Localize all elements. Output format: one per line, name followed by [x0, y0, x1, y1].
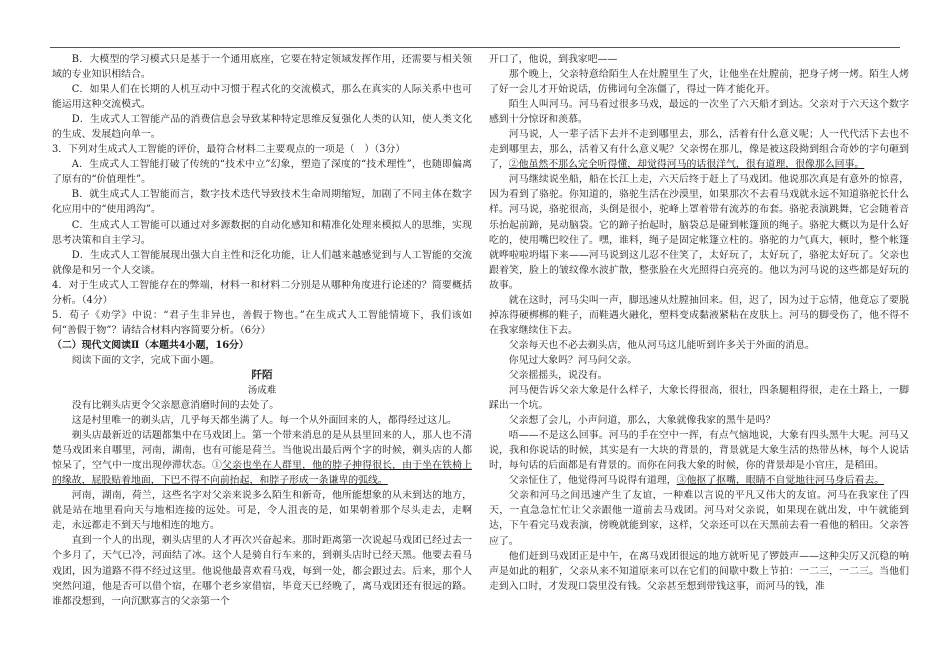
paragraph: [52, 428, 472, 488]
paragraph: [489, 473, 909, 488]
text: 河马说，人一辈子活下去并不走到哪里去，那么，活着有什么意义呢；人一代代活下去也不走到哪里去，那么，活着又有什么意义呢？父亲愣在那儿，像是被这段拗到组合奇妙的字句砸到了，: [489, 129, 909, 171]
paragraph: 父亲想了会儿，小声问道，那么，大象就像我家的黑牛是吗？: [508, 415, 776, 427]
paragraph: 没有比剃头店更令父亲愿意消磨时间的去处了。: [71, 399, 280, 411]
paragraph: 河马便告诉父亲大象是什么样子，大象长得很高，很壮，四条腿粗得很，走在土路上，一脚踩出一个坑。: [489, 385, 909, 412]
q3-option-c: C．生成式人工智能可以通过对多源数据的自动化感知和精准化处理来模拟人的思维，实现思考决策和自主学习。: [52, 219, 472, 246]
paragraph: 唔——不是这么回事。河马的手在空中一挥，有点气恼地说，大象有四头黑牛大呢。河马又说，我和你说话的时候，其实是有一大块的背景的，背景就是大象生活的热带丛林，每个人说话时，每句话的后面都是有背景的。而你在问我大象的时候，你的背景却是小官庄，是稻田。: [489, 430, 909, 472]
paragraph: 开口了，他说，到我家吧——: [489, 54, 618, 65]
story-author: 汤成难: [247, 384, 277, 396]
paragraph: 这是村里唯一的剃头店，几乎每天都坐满了人。每一个从外面回来的人，都得经过这儿。: [71, 415, 457, 427]
underlined-sentence-2: ②他虽然不那么完全听得懂，却觉得河马的话很洋气，很有道理，很像那么回事。: [508, 159, 865, 171]
q3-option-a: A．生成式人工智能打破了传统的“技术中立”幻象，塑造了深度的“技术理性”，也随即偏离了原有的“价值理性”。: [52, 159, 472, 186]
question-4: 4．对于生成式人工智能存在的弊端，材料一和材料二分别是从哪种角度进行论述的？简要概括分析。（4分）: [52, 279, 472, 306]
paragraph: 直到一个人的出现，剃头店里的人才再次兴奋起来。那时距离第一次说起马戏团已经过去一个多月了，天气已冷，河面结了冰。这个人是骑自行车来的，到剃头店时已经天黑。他要去看马戏团，因为道路不得不经过这里。他说他最喜欢看马戏，每到一处，都会跟过去。后来，那个人突然问道，他是否可以借个宿，在哪个老乡家借宿，毕竟天已经晚了，离马戏团还有很远的路。谁都没想到，一向沉默寡言的父亲第一个: [52, 535, 472, 607]
q2-option-c: C．如果人们在长期的人机互动中习惯于程式化的交流模式，那么在真实的人际关系中也可能运用这种交流模式。: [52, 84, 472, 111]
underlined-sentence-3: ③他抠了抠嘴，眼睛不自觉地往河马身后看去。: [676, 475, 885, 487]
q3-option-b: B．就生成式人工智能而言，数字技术迭代导致技术生命周期缩短，加剧了不同主体在数字化应用中的“使用鸿沟”。: [52, 189, 472, 216]
question-3: 3．下列对生成式人工智能的评价，最符合材料二主要观点的一项是（ ）（3分）: [52, 144, 406, 156]
paragraph: 河马继续说坐船，船在长江上走，六天后终于赶上了马戏团。他说那次真是有意外的惊喜，因为看到了骆驼。你知道的，骆驼生活在沙漠里，如果那次不去看马戏就永远不知道骆驼长什么样。河马说，骆驼很高，头倒是很小，驼峰上罩着带有流苏的布套。骆驼表演跳舞，它会随着音乐抬起前蹄，晃动脑袋。它的蹄子抬起时，脑袋总是碰到帐篷顶的绳子。骆驼大概以为是什么好吃的，使用嘴巴咬住了。嘿，谁料，绳子是固定帐篷立柱的。骆驼的力气真大，顿时，整个帐篷就哗啦啦坍塌下来——河马说到这儿忍不住笑了，太好玩了，太好玩了，骆驼太好玩了。父亲也跟着笑，脸上的皱纹像水波扩散，整张脸在火光照得白亮亮的。他以为河马说的这些都是好玩的故事。: [489, 174, 909, 291]
right-column: [489, 52, 909, 594]
top-rule: [50, 47, 900, 48]
paragraph: 父亲每天也不必去剃头店，他从河马这儿能听到许多关于外面的消息。: [508, 339, 815, 351]
left-column: [52, 52, 472, 609]
story-title: 阡陌: [251, 368, 273, 381]
paragraph: 父亲和河马之间迅速产生了友谊，一种难以言说的平凡又伟大的友谊。河马在我家住了四天，一直急急忙忙让父亲跟他一道前去马戏团。河马对父亲说，如果现在就出发，中午就能到达，下午看完马戏表演，傍晚就能到家，这样，父亲还可以在天黑前去看一看他的稻田。父亲答应了。: [489, 490, 909, 547]
paragraph: [489, 127, 909, 172]
paragraph: 他们赶到马戏团正是中午，在离马戏团很远的地方就听见了锣鼓声——这种尖厉又沉稳的响声是如此的粗犷，父亲从来不知道原来可以在它们的间歇中数上节拍：一二三，一二三。当他们走到入口时，才发现口袋里没有钱。父亲甚至想到带钱这事，而河马的钱，准: [489, 550, 909, 592]
section-heading: （二）现代文阅读Ⅱ（本题共4小题，16分）: [52, 339, 249, 351]
q2-option-b: B．大模型的学习模式只是基于一个通用底座，它要在特定领域发挥作用，还需要与相关领域的专业知识相结合。: [52, 54, 472, 81]
paragraph: 那个晚上，父亲特意给陌生人在灶膛里生了火，让他坐在灶膛前，把身子烤一烤。陌生人烤了好一会儿才开始说话，仿佛词句全冻僵了，得过一阵才能化开。: [489, 69, 909, 96]
text: 父亲怔住了，他觉得河马说得有道理，: [508, 475, 677, 487]
paragraph: 陌生人叫河马。河马看过很多马戏，最远的一次坐了六天船才到达。父亲对于六天这个数字感到十分惊讶和羡慕。: [489, 99, 909, 126]
paragraph: 就在这时，河马尖叫一声，脚迅速从灶膛抽回来。但，迟了，因为过于忘情，他竟忘了要脱掉冻得硬梆梆的鞋子，而鞋遇火融化，塑料变成黏液紧粘在皮肤上。河马的脚受伤了，他不得不在我家继续住下去。: [489, 294, 909, 336]
q2-option-d: D．生成式人工智能产品的消费信息会导致某种特定思维反复强化人类的认知，使人类文化的生成、发展趋向单一。: [52, 114, 472, 141]
instruction: 阅读下面的文字，完成下面小题。: [71, 354, 220, 366]
text: 剃头店最新近的话题都集中在马戏团上。第一个带来消息的是从县里回来的人，那人也不清楚马戏团来自哪里，河南，湖南，也有可能是荷兰。当他说出最后两个字的时候，剃头店的人都惊呆了，空气中一度出现停滞状态。①: [52, 430, 472, 472]
paragraph: 你见过大象吗？河马问父亲。: [508, 354, 638, 366]
q3-option-d: D．生成式人工智能展现出强大自主性和泛化功能，让人们越来越感觉到与人工智能的交流就像是和另一个人交谈。: [52, 249, 472, 276]
paragraph: 河南，湖南，荷兰，这些名字对父亲来说多么陌生和新奇，他所能想象的从未到达的地方，就是站在地里看向天与地相连接的远处。可是，令人沮丧的是，如果朝着那个尽头走去，走啊走，永远都走不到天与地相连的地方。: [52, 490, 472, 532]
underlined-sentence-1: 父亲也坐在人群里，他的脖子抻得很长，由于坐在铁椅上的缘故，屁股贴着地面，下巴不得不向前抬起，和脖子形成一条谦卑的弧线。: [52, 460, 472, 487]
paragraph: 父亲摇摇头，说没有。: [508, 369, 608, 381]
question-5: 5．荀子《劝学》中说：“君子生非异也，善假于物也。”在生成式人工智能情境下，我们该如何“善假于物”？请结合材料内容简要分析。（6分）: [52, 309, 472, 336]
